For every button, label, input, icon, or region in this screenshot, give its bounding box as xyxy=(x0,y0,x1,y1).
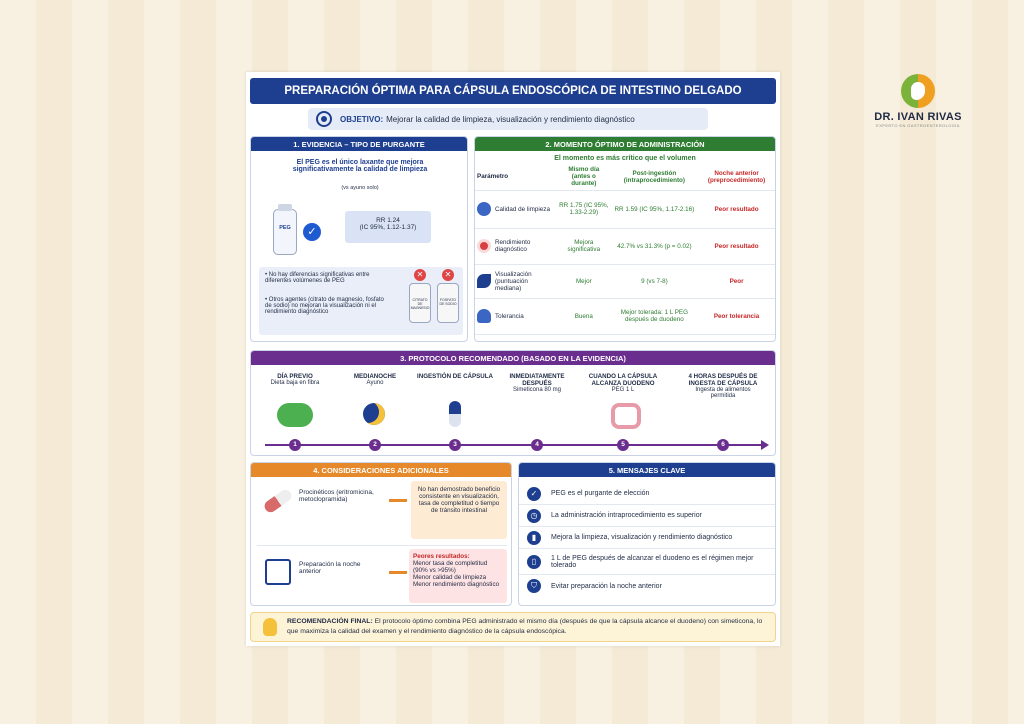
header-night-before: Noche anterior (preprocedimiento) xyxy=(698,164,775,190)
section-timing-title: 2. MOMENTO ÓPTIMO DE ADMINISTRACIÓN xyxy=(475,137,775,151)
table-row xyxy=(475,264,775,298)
step-number: 3 xyxy=(449,439,461,451)
objective-label: OBJETIVO: xyxy=(340,114,384,124)
bar-chart-icon: ▮ xyxy=(527,531,541,545)
header-parameter: Parámetro xyxy=(475,164,557,190)
rr-ci: (IC 95%, 1.12-1.37) xyxy=(359,224,417,231)
objective-text: Mejorar la calidad de limpieza, visualización y rendimiento diagnóstico xyxy=(386,114,635,124)
table-row xyxy=(475,228,775,264)
food-icon xyxy=(277,403,313,427)
section-key-messages-title: 5. MENSAJES CLAVE xyxy=(519,463,775,477)
cell-night-before: Peor tolerancia xyxy=(698,298,775,334)
logo xyxy=(868,74,968,134)
cell-night-before: Peor resultado xyxy=(698,190,775,228)
infographic xyxy=(246,72,780,646)
arrow-icon xyxy=(389,571,407,574)
header-post-ingestion: Post-ingestión (intraprocedimiento) xyxy=(611,164,699,190)
step-4: INMEDIATAMENTE DESPUÉS Simeticona 80 mg xyxy=(509,373,565,393)
pill-icon xyxy=(262,487,293,514)
step-number: 2 xyxy=(369,439,381,451)
logo-subtitle: EXPERTO EN GASTROENTEROLOGÍA xyxy=(876,123,960,128)
bottle-icon: ▯ xyxy=(527,555,541,569)
lightbulb-icon xyxy=(263,618,277,636)
table-row xyxy=(475,298,775,334)
arrow-icon xyxy=(389,499,407,502)
timeline-arrow-icon xyxy=(761,440,769,450)
cell-post-ingestion: 9 (vs 7-8) xyxy=(611,264,699,298)
cross-icon: ✕ xyxy=(442,269,454,281)
step-6: 4 HORAS DESPUÉS DE INGESTA DE CÁPSULA Ingesta de alimentos permitida xyxy=(688,373,758,399)
param-label: Tolerancia xyxy=(495,312,524,320)
objective-banner xyxy=(308,108,708,130)
timing-subtitle: El momento es más crítico que el volumen xyxy=(554,155,696,162)
calendar-icon xyxy=(265,559,291,585)
check-icon: ✓ xyxy=(527,487,541,501)
cell-night-before: Peor resultado xyxy=(698,228,775,264)
step-number: 5 xyxy=(617,439,629,451)
moon-icon xyxy=(363,403,385,425)
section-considerations-title: 4. CONSIDERACIONES ADICIONALES xyxy=(251,463,511,477)
bullet-volumes: • No hay diferencias significativas entre diferentes volúmenes de PEG xyxy=(265,272,370,284)
capsule-icon xyxy=(449,401,461,427)
timing-table xyxy=(475,164,775,335)
intestine-icon xyxy=(611,403,641,429)
message-item: ▮ Mejora la limpieza, visualización y rendimiento diagnóstico xyxy=(519,527,775,549)
cell-post-ingestion: RR 1.59 (IC 95%, 1.17-2.16) xyxy=(611,190,699,228)
section-evidence xyxy=(250,136,468,342)
section-evidence-title: 1. EVIDENCIA – TIPO DE PURGANTE xyxy=(251,137,467,151)
clock-icon: ◷ xyxy=(527,509,541,523)
param-label: Visualización (puntuación mediana) xyxy=(495,270,532,292)
section-timing xyxy=(474,136,776,342)
peg-bottle-label: PEG xyxy=(279,225,291,231)
cross-icon: ✕ xyxy=(414,269,426,281)
step-1: DÍA PREVIO Dieta baja en fibra xyxy=(270,373,320,386)
person-icon xyxy=(477,309,491,323)
message-item: ⛉ Evitar preparación la noche anterior xyxy=(519,575,775,597)
divider xyxy=(257,545,507,546)
eye-icon xyxy=(477,274,491,288)
check-icon: ✓ xyxy=(303,223,321,241)
night-before-label: Preparación la noche anterior xyxy=(299,561,361,575)
cell-same-day: Mejora significativa xyxy=(557,228,611,264)
sodium-bottle-icon: FOSFATO DE SODIO xyxy=(437,283,459,323)
cell-night-before: Peor xyxy=(698,264,775,298)
target-icon xyxy=(316,111,332,127)
bullet-other-agents: • Otros agentes (citrato de magnesio, fosfato de sodio) no mejoran la visualización ni el rendimiento diagnóstico xyxy=(265,297,384,315)
message-item: ✓ PEG es el purgante de elección xyxy=(519,483,775,505)
peg-bottle-icon xyxy=(273,209,297,255)
param-label: Calidad de limpieza xyxy=(495,205,550,213)
step-number: 1 xyxy=(289,439,301,451)
logo-icon xyxy=(901,74,935,108)
logo-name: DR. IVAN RIVAS xyxy=(874,111,962,123)
final-text: RECOMENDACIÓN FINAL: El protocolo óptimo combina PEG administrado el mismo día (después de que la cápsula alcance el duodeno) con simeticona, lo que maximiza la calidad del examen y el rendimiento diagnóstico de la cápsula endoscópica. xyxy=(287,618,763,635)
sparkle-icon xyxy=(477,202,491,216)
section-considerations xyxy=(250,462,512,606)
step-5: CUANDO LA CÁPSULA ALCANZA DUODENO PEG 1 L xyxy=(588,373,658,393)
cell-same-day: Buena xyxy=(557,298,611,334)
page-title: PREPARACIÓN ÓPTIMA PARA CÁPSULA ENDOSCÓPICA DE INTESTINO DELGADO xyxy=(250,78,776,104)
message-item: ◷ La administración intraprocedimiento es superior xyxy=(519,505,775,527)
shield-icon: ⛉ xyxy=(527,579,541,593)
prokinetics-label: Procinéticos (eritromicina, metoclopramida) xyxy=(299,489,374,503)
evidence-bullets xyxy=(259,267,463,335)
magnesium-bottle-icon: CITRATO DE MAGNESIO xyxy=(409,283,431,323)
night-before-box: Peores resultados: Menor tasa de completitud (90% vs >95%) Menor calidad de limpieza Menor rendimiento diagnóstico xyxy=(409,549,507,603)
section-key-messages xyxy=(518,462,776,606)
final-recommendation xyxy=(250,612,776,642)
header-same-day: Mismo día (antes o durante) xyxy=(557,164,611,190)
step-2: MEDIANOCHE Ayuno xyxy=(353,373,397,386)
timeline xyxy=(265,444,765,446)
step-number: 6 xyxy=(717,439,729,451)
cell-same-day: Mejor xyxy=(557,264,611,298)
rr-box xyxy=(345,211,431,243)
cell-post-ingestion: Mejor tolerada: 1 L PEG después de duodeno xyxy=(611,298,699,334)
prokinetics-box: No han demostrado beneficio consistente en visualización, tasa de completitud o tiempo de tránsito intestinal xyxy=(411,481,507,539)
target-icon xyxy=(477,239,491,253)
rr-value: RR 1.24 xyxy=(376,217,400,224)
message-item: ▯ 1 L de PEG después de alcanzar el duodeno es el régimen mejor tolerado xyxy=(519,549,775,575)
table-row xyxy=(475,190,775,228)
table-header-row xyxy=(475,164,775,190)
cell-post-ingestion: 42.7% vs 31.3% (p = 0.02) xyxy=(611,228,699,264)
section-protocol-title: 3. PROTOCOLO RECOMENDADO (BASADO EN LA EVIDENCIA) xyxy=(251,351,775,365)
evidence-note: (vs ayuno solo) xyxy=(341,185,379,191)
step-number: 4 xyxy=(531,439,543,451)
param-label: Rendimiento diagnóstico xyxy=(495,239,531,253)
cell-same-day: RR 1.75 (IC 95%, 1.33-2.29) xyxy=(557,190,611,228)
section-protocol xyxy=(250,350,776,456)
evidence-lead: El PEG es el único laxante que mejora significativamente la calidad de limpieza xyxy=(292,159,428,173)
step-3: INGESTIÓN DE CÁPSULA xyxy=(417,373,493,380)
